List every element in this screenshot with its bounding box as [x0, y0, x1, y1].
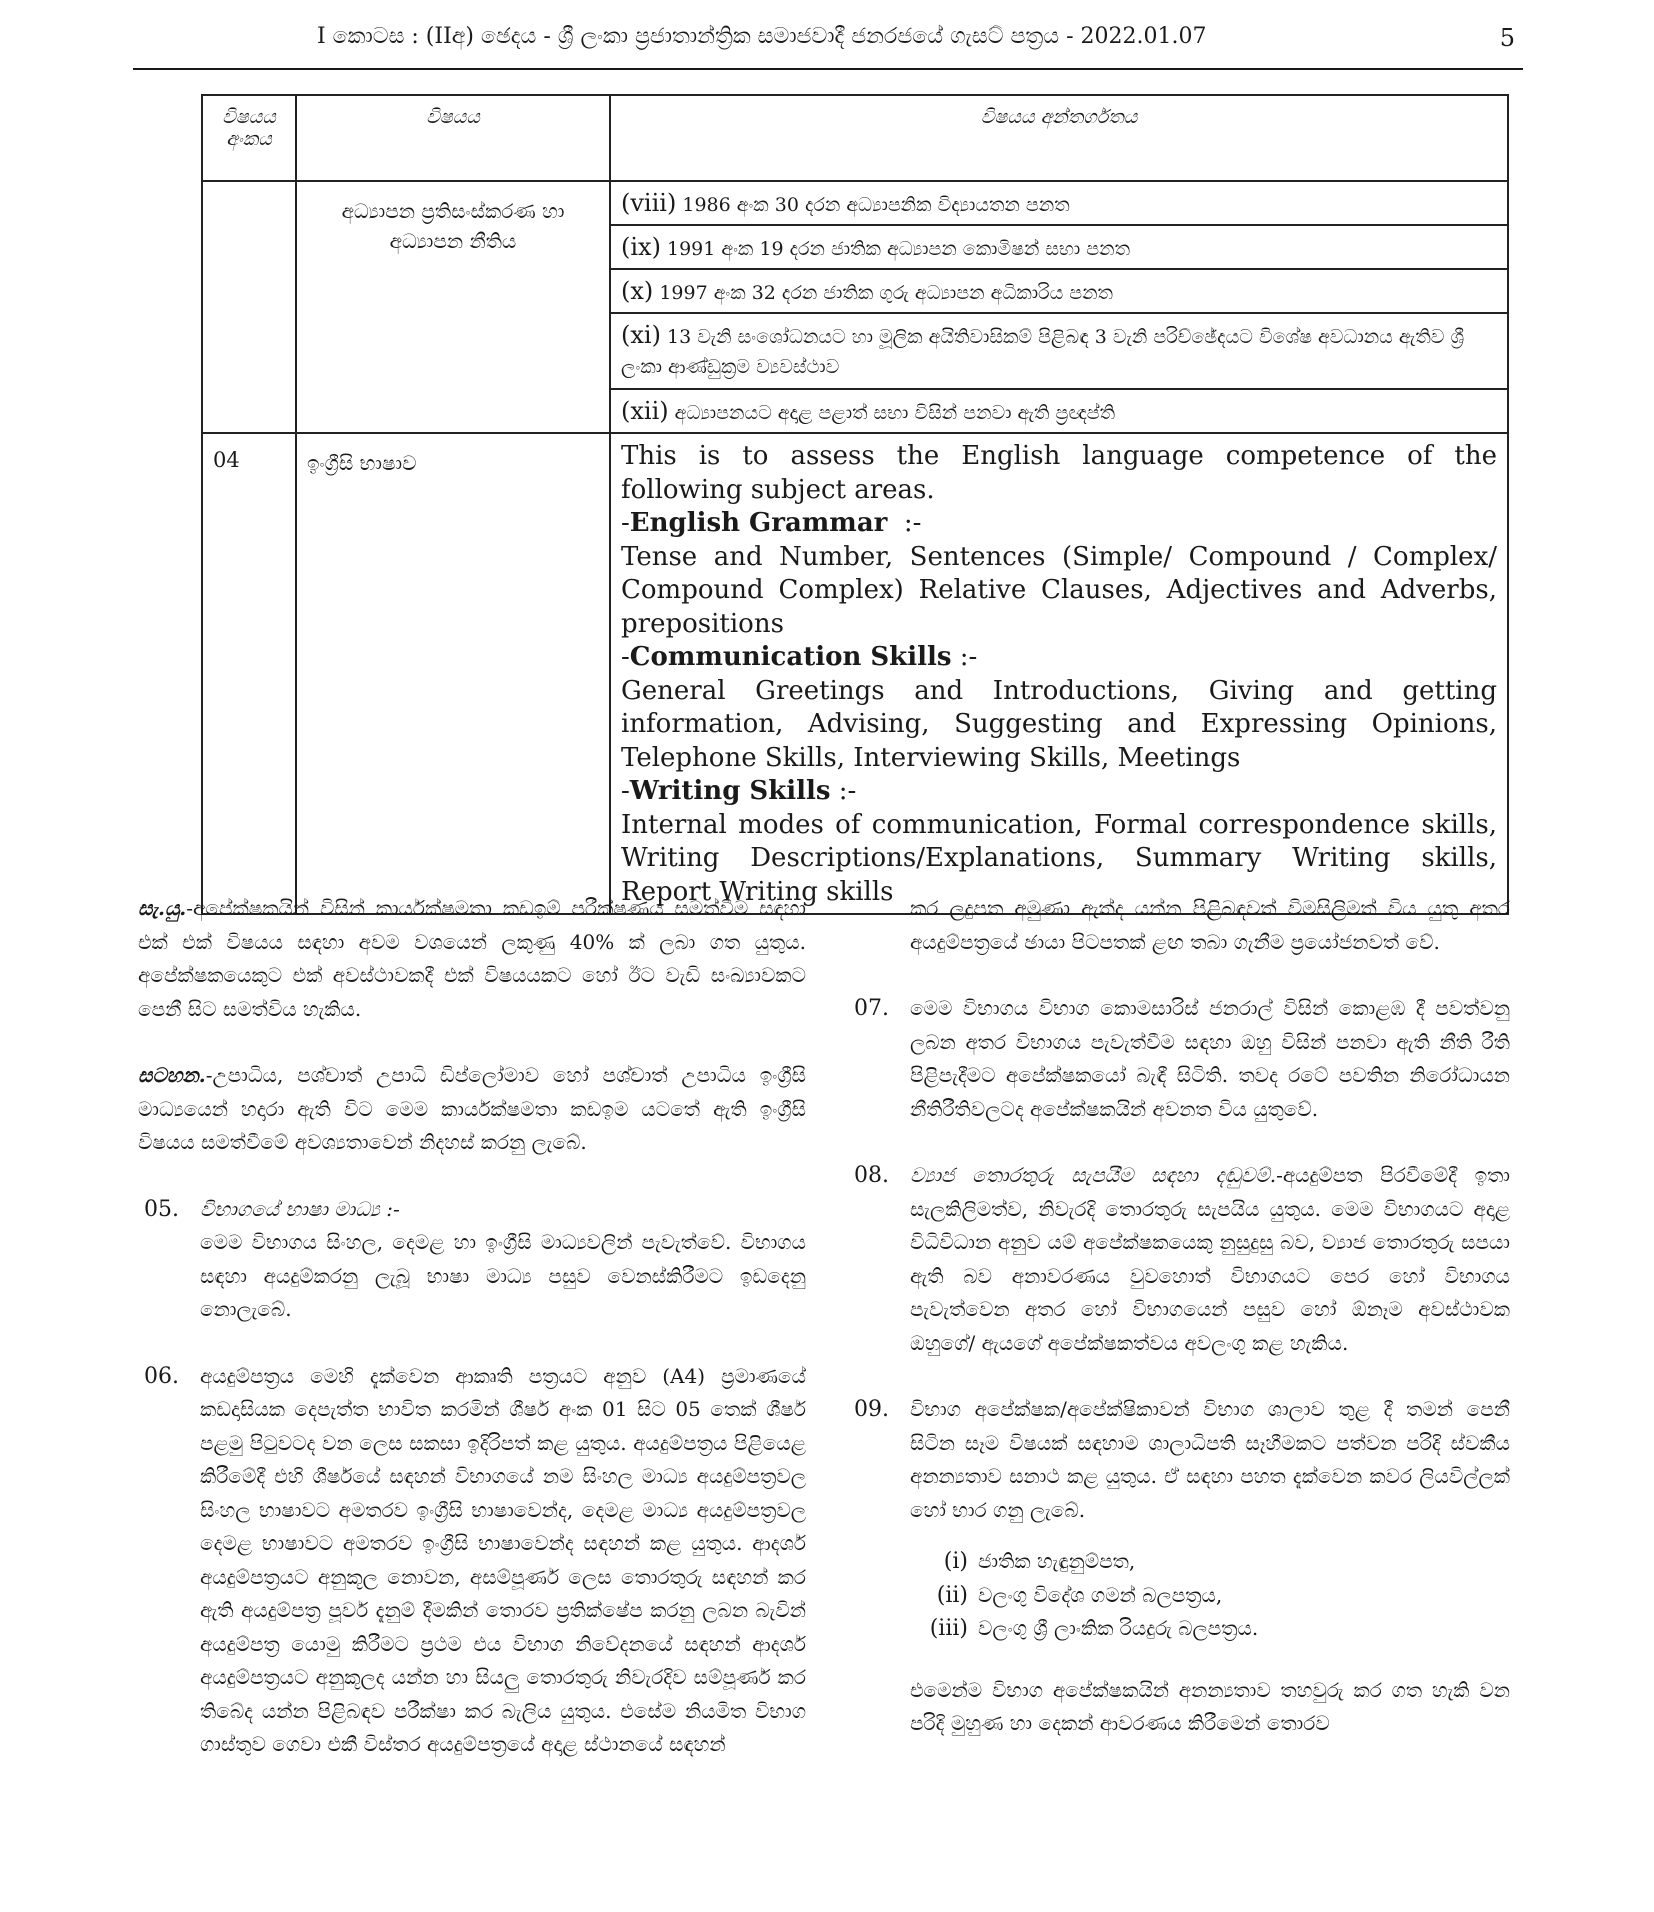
section-number: 05. [144, 1196, 179, 1222]
section-06-continuation: කර ලදුපත අමුණා ඇත්ද යන්න පිළිබඳවත් විමසිලිමත් විය යුතු අතර අයදුම්පත්‍රයේ ඡායා පිටපතක් ළඟ තබා ගැනීම ප්‍රයෝජනවත් වේ. [910, 896, 1510, 954]
section-08-heading: ව්‍යාජ තොරතුරු සැපයීම සඳහා දඬුවම්. [910, 1163, 1277, 1187]
table-row [202, 433, 1508, 914]
id-list-item [848, 1545, 1510, 1579]
section-08 [848, 1159, 1510, 1360]
section-08-paragraph [910, 1159, 1510, 1360]
table-header-row [202, 95, 1508, 181]
notice-paragraph [138, 1059, 806, 1160]
section-number: 07. [854, 996, 889, 1021]
item-roman: (xi) [621, 321, 661, 349]
section-08-text: -අයදුම්පත පිරවීමේදී ඉතා සැලකිලිමත්ව, නිවැරදි තොරතුරු සැපයිය යුතුය. මෙම විභාගයට අදාළ විධිවිධාන අනුව යම් අපේක්ෂකයෙකු නුසුදුසු බව, ව්‍යාජ තොරතුරු සපයා ඇති බව අනාවරණය වුවහොත් විභාගයට පෙර හෝ විභාගය පැවැත්වෙන අතර හෝ විභාගයෙන් පසුව හෝ ඕනෑම අවස්ථාවක ඔහුගේ/ ඇයගේ අපේක්ෂකත්වය අවලංගු කළ හැකිය. [910, 1163, 1510, 1355]
writing-heading: Writing Skills [629, 776, 831, 806]
section-09-tail: එමෙන්ම විභාග අපේක්ෂකයින් අනන්‍යතාව තහවුරු කර ගත හැකි වන පරිදි මුහුණ හා දෙකන් ආවරණය කිරීමෙන් තොරව [910, 1677, 1510, 1735]
header-rule [133, 68, 1523, 70]
section-number: 06. [144, 1363, 179, 1389]
writing-text: Internal modes of communication, Formal correspondence skills, Writing Descriptions/Explanations, Summary Writing skills, Report Writing skills [621, 809, 1497, 907]
id-roman: (ii) [936, 1582, 968, 1608]
id-roman: (iii) [929, 1616, 968, 1641]
id-list-item [848, 1612, 1510, 1646]
note-text: -අපේක්ෂකයින් විසින් කාර්යක්ෂමතා කඩඉම් පරීක්ෂණය සමත්වීම සඳහා එක් එක් විෂයය සඳහා අවම වශයෙන් ලකුණු 40% ක් ලබා ගත යුතුය. අපේක්ෂකයෙකුට එක් අවස්ථාවකදී එක් විෂයයකට හෝ ඊට වැඩි සංඛ්‍යාවකට පෙනී සිට සමත්විය හැකිය. [138, 896, 806, 1021]
section-05 [138, 1193, 806, 1327]
section-05-heading: විභාගයේ භාෂා මාධ්‍ය :- [200, 1196, 400, 1221]
communication-text: General Greetings and Introductions, Giving and getting information, Advising, Suggesting and Expressing Opinions, Telephone Skills, Interviewing Skills, Meetings [621, 675, 1497, 773]
content-item [611, 270, 1507, 314]
header-subject: විෂයය [296, 95, 610, 181]
page-header [133, 18, 1523, 58]
content-item [611, 314, 1507, 390]
item-text: 13 වැනි සංශෝධනයට හා මූලික අයිතිවාසිකම් පිළිබඳ 3 වැනි පරිච්ඡේදයට විශේෂ අවධානය ඇතිව ශ්‍රී ලංකා ආණ්ඩුක්‍රම ව්‍යවස්ථාව [621, 326, 1465, 378]
subject-content-cell [610, 181, 1508, 433]
notice-text: -උපාධිය, පශ්චාත් උපාධි ඩිප්ලෝමාව හෝ පශ්චාත් උපාධිය ඉංග්‍රීසි මාධ්‍යයෙන් හදාරා ඇති විට මෙම කාර්යක්ෂමතා කඩඉම යටතේ ඇති ඉංග්‍රීසි විෂයය සමත්වීමේ අවශ්‍යතාවෙන් නිදහස් කරනු ලැබේ. [138, 1063, 806, 1154]
section-number: 09. [854, 1397, 889, 1422]
grammar-heading: English Grammar [629, 508, 888, 538]
id-list-item [848, 1579, 1510, 1613]
subject-number-cell: 04 [202, 433, 296, 914]
item-roman: (x) [621, 277, 654, 305]
subject-content-table [201, 94, 1509, 915]
section-09-text: විභාග අපේක්ෂක/අපේක්ෂිකාවන් විභාග ශාලාව තුළ දී තමන් පෙනී සිටින සෑම විෂයක් සඳහාම ශාලාධිපති සෑහීමකට පත්වන පරිදි ස්වකීය අනන්‍යතාව සනාථ කළ යුතුය. ඒ සඳහා පහත දැක්වෙන කවර ලියවිල්ලක් හෝ භාර ගනු ලැබේ. [910, 1397, 1510, 1522]
grammar-text: Tense and Number, Sentences (Simple/ Compound / Complex/ Compound Complex) Relative Clauses, Adjectives and Adverbs, prepositions [621, 541, 1497, 639]
section-07 [848, 992, 1510, 1126]
page-number: 5 [1499, 24, 1515, 52]
table-row [202, 181, 1508, 433]
note-paragraph [138, 892, 806, 1026]
subject-cell: අධ්‍යාපන ප්‍රතිසංස්කරණ හා අධ්‍යාපන නීතිය [296, 181, 610, 433]
content-item [611, 226, 1507, 270]
grammar-heading-line: -English Grammar :- [621, 508, 922, 538]
note-lead: සැ.යු. [138, 896, 187, 920]
id-text: ජාතික හැඳුනුම්පත, [978, 1549, 1136, 1573]
id-roman: (i) [943, 1549, 968, 1574]
header-subject-content: විෂයය අන්තර්ගතය [610, 95, 1508, 181]
item-roman: (xii) [621, 397, 669, 425]
item-text: 1997 අංක 32 දරන ජාතික ගුරු අධ්‍යාපන අධිකාරිය පනත [659, 282, 1113, 304]
item-roman: (ix) [621, 233, 661, 261]
subject-number-cell [202, 181, 296, 433]
id-text: වලංගු විදේශ ගමන් බලපත්‍රය, [978, 1582, 1223, 1607]
item-text: අධ්‍යාපනයට අදාළ පළාත් සභා විසින් පනවා ඇති ප්‍රඥප්ති [674, 402, 1116, 424]
english-intro: This is to assess the English language competence of the following subject areas. [621, 441, 1497, 505]
gazette-header-title: I කොටස : (IIඅ) ඡෙදය - ශ්‍රී ලංකා ප්‍රජාතාන්ත්‍රික සමාජවාදී ජනරජයේ ගැසට් පත්‍රය - 2022.01.07 [317, 24, 1207, 49]
english-content [611, 434, 1507, 913]
subject-cell: ඉංග්‍රීසි භාෂාව [296, 433, 610, 914]
item-text: 1991 අංක 19 දරන ජාතික අධ්‍යාපන කොමිෂන් සභා පනත [666, 238, 1131, 260]
right-text-column [848, 892, 1510, 1741]
section-number: 08. [854, 1163, 889, 1188]
section-07-text: මෙම විභාගය විභාග කොමසාරිස් ජනරාල් විසින් කොළඹ දී පවත්වනු ලබන අතර විභාගය පැවැත්වීම සඳහා ඔහු විසින් පනවා ඇති නීති රීති පිළිපැදීමට අපේක්ෂකයෝ බැඳී සිටිති. තවද රටේ පවතින නිරෝධායන නීතිරීතිවලටද අපේක්ෂකයින් අවනත විය යුතුවේ. [910, 996, 1510, 1121]
section-09 [848, 1393, 1510, 1527]
subject-content-cell [610, 433, 1508, 914]
communication-heading: Communication Skills [629, 642, 952, 672]
content-item [611, 182, 1507, 226]
item-roman: (viii) [621, 189, 677, 217]
writing-heading-line: -Writing Skills :- [621, 776, 857, 806]
section-06 [138, 1360, 806, 1762]
item-text: 1986 අංක 30 දරන අධ්‍යාපනික විද්‍යායතන පනත [682, 194, 1070, 216]
content-item [611, 390, 1507, 432]
left-text-column [138, 892, 806, 1762]
header-subject-number: විෂයය අංකය [202, 95, 296, 181]
communication-heading-line: -Communication Skills :- [621, 642, 978, 672]
section-06-text: අයදුම්පත්‍රය මෙහි දැක්වෙන ආකෘති පත්‍රයට අනුව (A4) ප්‍රමාණයේ කඩදාසියක දෙපැත්ත භාවිත කරමින් ශීර්ෂ අංක 01 සිට 05 තෙක් ශීර්ෂ පළමු පිටුවටද වන ලෙස සකසා ඉදිරිපත් කළ යුතුය. අයදුම්පත්‍රය පිළියෙළ කිරීමේදී එහි ශීර්ෂයේ සඳහන් විභාගයේ නම සිංහල මාධ්‍ය අයදුම්පත්‍රවල සිංහල භාෂාවට අමතරව ඉංග්‍රීසි භාෂාවෙන්ද, දෙමළ මාධ්‍ය අයදුම්පත්‍රවල දෙමළ භාෂාවට අමතරව ඉංග්‍රීසි භාෂාවෙන්ද සඳහන් කළ යුතුය. ආදර්ශ අයදුම්පත්‍රයට අනුකූල නොවන, අසම්පූර්ණ ලෙස තොරතුරු සඳහන් කර ඇති අයදුම්පත්‍ර පූර්ව දැනුම් දීමකින් තොරව ප්‍රතික්ෂේප කරනු ලබන බැවින් අයදුම්පත්‍ර යොමු කිරීමට ප්‍රථම එය විභාග නිවේදනයේ සඳහන් ආදර්ශ අයදුම්පත්‍රයට අනුකූලද යන්න හා සියලු තොරතුරු නිවැරදිව සම්පූර්ණ කර තිබේද යන්න පිළිබඳව පරීක්ෂා කර බැලිය යුතුය. එසේම නියමිත විභාග ගාස්තුව ගෙවා එකී විස්තර අයදුම්පත්‍රයේ අදාළ ස්ථානයේ සඳහන් [200, 1363, 806, 1756]
section-05-text: මෙම විභාගය සිංහල, දෙමළ හා ඉංග්‍රීසි මාධ්‍යවලින් පැවැත්වේ. විභාගය සඳහා අයදුම්කරනු ලැබූ භාෂා මාධ්‍ය පසුව වෙනස්කිරීමට ඉඩදෙනු නොලැබේ. [200, 1230, 806, 1321]
id-text: වලංගු ශ්‍රී ලාංකික රියදුරු බලපත්‍රය. [978, 1616, 1259, 1640]
notice-lead: සටහන. [138, 1063, 206, 1087]
